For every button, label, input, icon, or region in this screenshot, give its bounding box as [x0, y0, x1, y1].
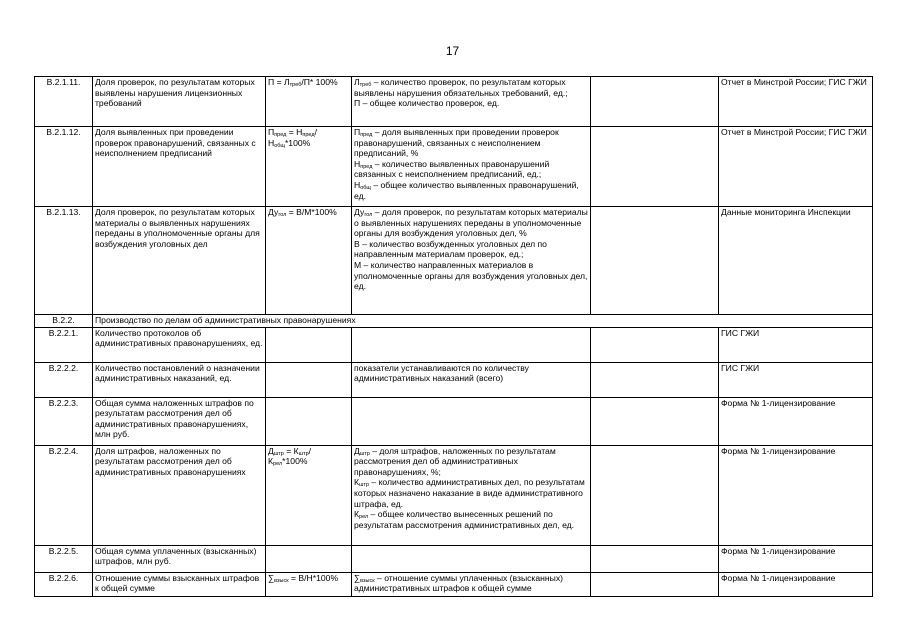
extra-column: [591, 77, 719, 127]
subscript: пред: [302, 132, 315, 138]
text-fragment: М – количество направленных материалов в уполномоченные органы для возбуждения уголовных дел, ед.: [354, 259, 588, 292]
data-source: Форма № 1-лицензирование: [719, 445, 873, 545]
formula-description: [352, 127, 591, 207]
description-line: [354, 180, 588, 201]
text-fragment: – количество административных дел, по результатам которых назначено наказание в виде административного штрафа, ед.: [354, 477, 585, 509]
indicator-formula: [266, 397, 352, 445]
text-fragment: К: [354, 509, 360, 520]
text-fragment: /К: [268, 445, 312, 467]
data-source: ГИС ГЖИ: [719, 327, 873, 362]
table-row: [35, 327, 873, 362]
text-fragment: Ду: [268, 207, 279, 217]
formula-description: [352, 545, 591, 572]
subscript: рел: [359, 514, 369, 521]
description-line: [354, 207, 588, 239]
indicator-formula: [266, 362, 352, 397]
extra-column: [591, 127, 719, 207]
text-fragment: – общее количество выявленных правонарушений, ед.: [354, 179, 579, 201]
subscript: штр: [359, 450, 370, 457]
formula-description: [352, 445, 591, 545]
subscript: треб: [289, 82, 302, 88]
page-number: 17: [445, 44, 460, 58]
table-row: [35, 397, 873, 445]
text-fragment: Ду: [354, 207, 365, 217]
subscript: пред: [274, 132, 287, 138]
indicator-name: Доля проверок, по результатам которых выявлены нарушения лицензионных требований: [93, 77, 266, 127]
description-line: [354, 127, 588, 159]
indicator-formula: [266, 327, 352, 362]
text-fragment: = Н: [286, 127, 303, 137]
indicator-name: Количество постановлений о назначении административных наказаний, ед.: [93, 362, 266, 397]
table-row: [35, 207, 873, 315]
extra-column: [591, 207, 719, 315]
formula-description: [352, 327, 591, 362]
row-number: В.2.2.2.: [35, 362, 93, 397]
text-fragment: – доля штрафов, наложенных по результатам рассмотрения дел об административных правонарушениях, %;: [354, 445, 556, 477]
data-source: Отчет в Минстрой России; ГИС ГЖИ: [719, 77, 873, 127]
subscript: гол: [278, 212, 287, 218]
indicator-formula: [266, 572, 352, 596]
description-line: [354, 446, 588, 478]
text-fragment: В – количество возбужденных уголовных дел по направленным материалам проверок, ед.;: [354, 238, 547, 260]
text-fragment: ∑: [354, 572, 361, 583]
indicator-name: Общая сумма наложенных штрафов по результатам рассмотрения дел об административных правонарушениях, млн руб.: [93, 397, 266, 445]
subscript: гол: [364, 212, 373, 218]
extra-column: [591, 327, 719, 362]
indicator-name: Количество протоколов об административных правонарушениях, ед.: [93, 327, 266, 362]
formula-description: [352, 362, 591, 397]
formula-description: [352, 77, 591, 127]
subscript: пред: [360, 132, 373, 138]
data-source: Форма № 1-лицензирование: [719, 572, 873, 596]
text-fragment: ∑: [268, 572, 275, 583]
formula-description: [352, 207, 591, 315]
description-line: [354, 159, 588, 180]
table-row: [35, 572, 873, 596]
data-source: Отчет в Минстрой России; ГИС ГЖИ: [719, 127, 873, 207]
description-line: [354, 477, 588, 509]
indicator-formula: [266, 545, 352, 572]
row-number: В.2.1.11.: [35, 77, 93, 127]
indicator-name: Доля штрафов, наложенных по результатам рассмотрения дел об административных правонарушениях: [93, 445, 266, 545]
text-fragment: Л: [354, 77, 360, 87]
table-row: [35, 545, 873, 572]
data-source: ГИС ГЖИ: [719, 362, 873, 397]
text-fragment: – доля выявленных при проведении проверок правонарушений, связанных с неисполнением предписаний, %: [354, 127, 559, 159]
formula-description: [352, 572, 591, 596]
text-fragment: Д: [354, 445, 360, 456]
text-fragment: – количество проверок, по результатам которых выявлены нарушения обязательных требований, ед.;: [354, 77, 568, 98]
extra-column: [591, 572, 719, 596]
text-fragment: показатели устанавливаются по количеству административных наказаний (всего): [354, 362, 529, 384]
extra-column: [591, 445, 719, 545]
extra-column: [591, 397, 719, 445]
row-number: В.2.1.12.: [35, 127, 93, 207]
indicator-name: Отношение суммы взысканных штрафов к общей сумме: [93, 572, 266, 596]
formula-description: [352, 397, 591, 445]
text-fragment: П: [268, 127, 275, 137]
section-row: [35, 315, 873, 328]
text-fragment: Н: [354, 158, 361, 169]
row-number: В.2.2.4.: [35, 445, 93, 545]
row-number: В.2.2.3.: [35, 397, 93, 445]
indicators-table: [34, 76, 873, 597]
row-number: В.2.1.13.: [35, 207, 93, 315]
row-number: В.2.2.5.: [35, 545, 93, 572]
data-source: Данные мониторинга Инспекции: [719, 207, 873, 315]
subscript: пред: [360, 163, 373, 170]
description-line: [354, 77, 588, 98]
text-fragment: /П* 100%: [301, 77, 338, 87]
subscript: взыск: [360, 577, 375, 584]
text-fragment: – количество выявленных правонарушений связанных с неисполнением предписаний, ед.;: [354, 158, 550, 180]
text-fragment: – общее количество вынесенных решений по результатам рассмотрения административных дел, ед.: [354, 509, 575, 530]
text-fragment: П: [354, 127, 361, 137]
description-line: [354, 239, 588, 260]
data-source: Форма № 1-лицензирование: [719, 545, 873, 572]
indicator-name: Доля выявленных при проведении проверок правонарушений, связанных с неисполнением предписаний: [93, 127, 266, 207]
extra-column: [591, 362, 719, 397]
row-number: В.2.2.1.: [35, 327, 93, 362]
text-fragment: Д: [268, 445, 274, 456]
description-line: [354, 363, 588, 384]
table-row: [35, 127, 873, 207]
description-line: [354, 260, 588, 292]
subscript: штр: [273, 450, 284, 457]
text-fragment: – доля проверок, по результатам которых материалы о выявленных нарушениях переданы в уполномоченные органы для возбуждения уголовных дел, %: [354, 207, 588, 239]
table-row: [35, 77, 873, 127]
data-source: Форма № 1-лицензирование: [719, 397, 873, 445]
text-fragment: = В/М*100%: [286, 207, 337, 217]
indicator-name: Общая сумма уплаченных (взысканных) штрафов, млн руб.: [93, 545, 266, 572]
indicator-name: Доля проверок, по результатам которых материалы о выявленных нарушениях переданы в уполномоченные органы для возбуждения уголовных дел: [93, 207, 266, 315]
table-row: [35, 445, 873, 545]
indicator-formula: [266, 207, 352, 315]
subscript: рел: [273, 461, 283, 468]
subscript: штр: [298, 450, 309, 457]
table-row: [35, 362, 873, 397]
row-number: В.2.2.6.: [35, 572, 93, 596]
indicator-formula: [266, 445, 352, 545]
description-line: [354, 98, 588, 109]
text-fragment: – отношение суммы уплаченных (взысканных) административных штрафов к общей сумме: [354, 572, 563, 594]
text-fragment: = К: [283, 445, 299, 456]
description-line: [354, 509, 588, 530]
text-fragment: П – общее количество проверок, ед.: [354, 98, 500, 109]
row-number: В.2.2.: [35, 315, 93, 328]
text-fragment: = В/Н*100%: [288, 572, 339, 583]
subscript: общ: [274, 142, 285, 149]
description-line: [354, 573, 588, 594]
text-fragment: К: [354, 477, 360, 488]
section-title: Производство по делам об административных правонарушениях: [93, 315, 873, 328]
subscript: штр: [359, 482, 370, 489]
text-fragment: П = Л: [268, 77, 290, 87]
indicator-formula: [266, 127, 352, 207]
extra-column: [591, 545, 719, 572]
subscript: взыск: [274, 577, 289, 584]
text-fragment: *100%: [282, 456, 308, 467]
text-fragment: Н: [354, 179, 361, 190]
indicator-formula: [266, 77, 352, 127]
text-fragment: *100%: [284, 137, 311, 148]
text-fragment: /Н: [268, 127, 317, 148]
subscript: треб: [359, 82, 372, 88]
subscript: общ: [360, 184, 371, 191]
